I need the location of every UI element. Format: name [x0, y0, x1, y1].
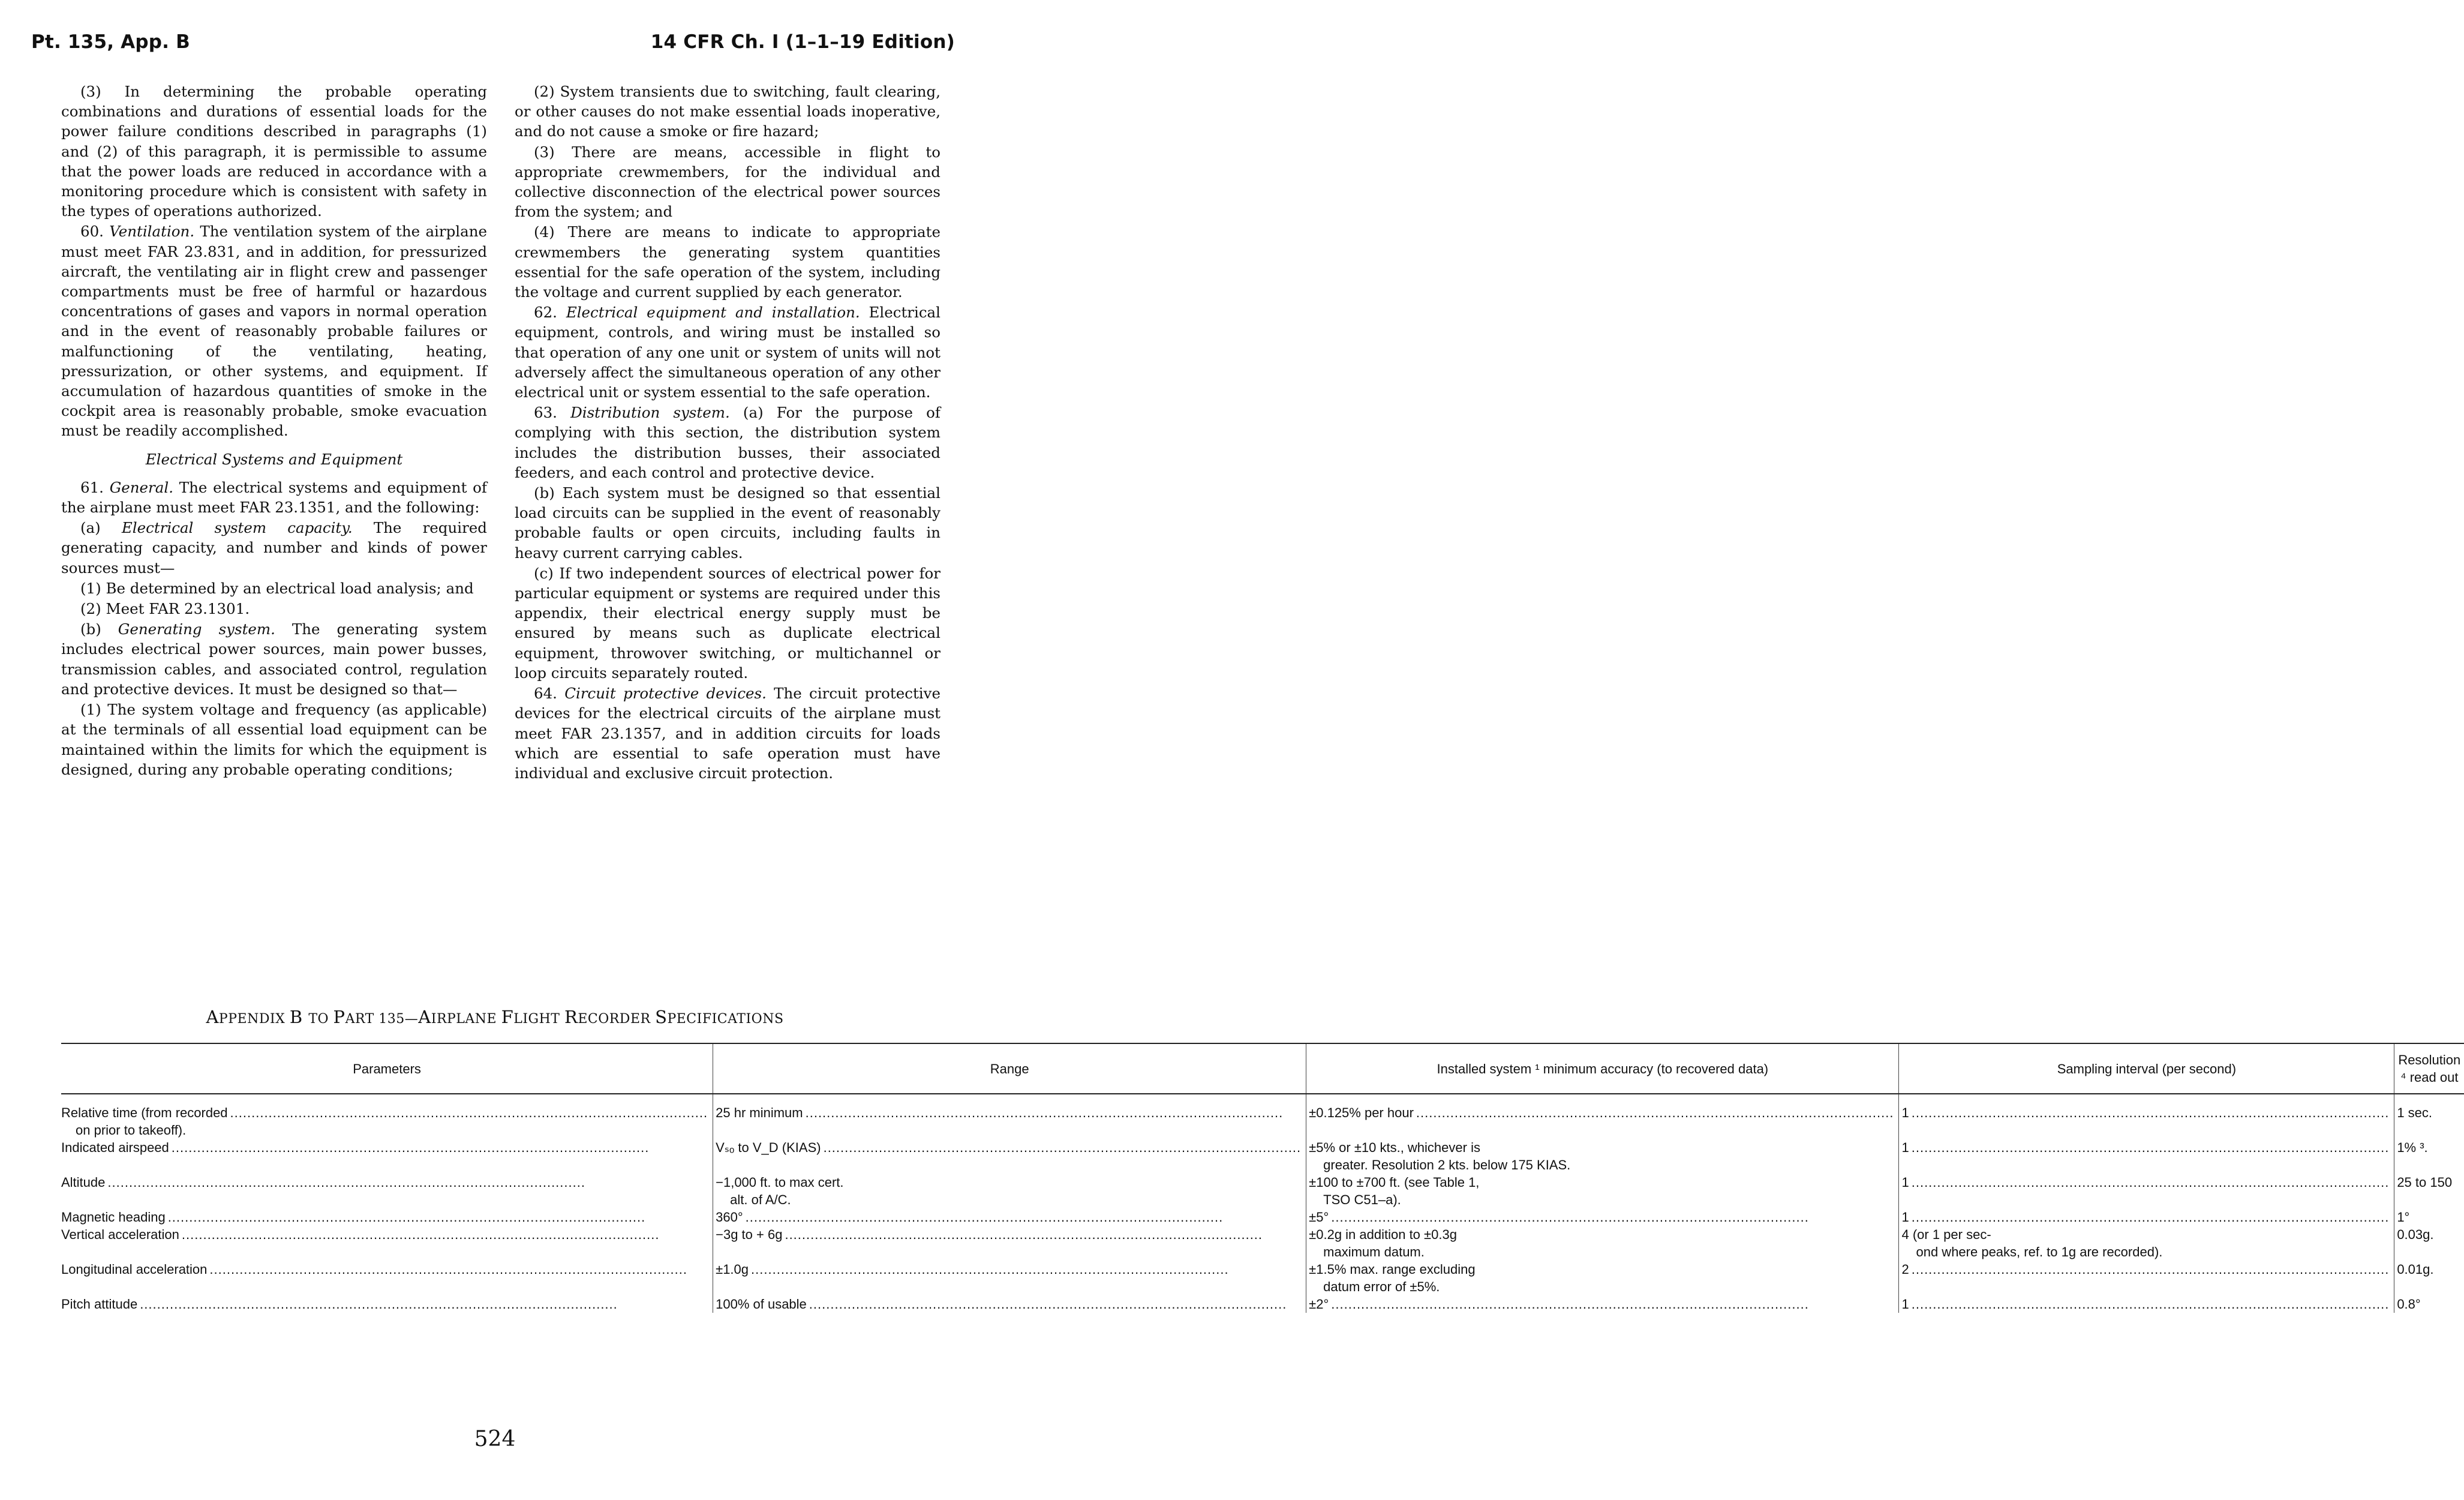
cell-accuracy-continuation: TSO C51–a).	[1323, 1192, 1401, 1207]
cell-parameter	[61, 1226, 713, 1261]
dot-leader	[1416, 1104, 1894, 1121]
section-heading: Distribution system.	[570, 404, 730, 422]
title-part: PECIFICATIONS	[667, 1012, 784, 1027]
cell-accuracy-text: ±5% or ±10 kts., whichever is	[1309, 1140, 1480, 1155]
cell-resolution-text: 25 to 150	[2397, 1175, 2453, 1190]
left-column	[61, 82, 487, 780]
table-row	[61, 1094, 2464, 1139]
cell-accuracy	[1306, 1094, 1899, 1139]
cell-resolution	[2394, 1174, 2464, 1208]
cell-resolution-text: 0.03g.	[2397, 1227, 2434, 1242]
cell-parameter-text: Vertical acceleration	[61, 1227, 179, 1242]
table-row	[61, 1295, 2464, 1313]
running-head-right: 14 CFR Ch. I (1–1–19 Edition)	[650, 31, 955, 53]
dot-leader	[140, 1295, 708, 1313]
cell-sampling-text: 1	[1901, 1105, 1909, 1120]
paragraph-b4: (4) There are means to indicate to appropriate crewmembers the generating system quantities essential for the safe operation of the system, including the voltage and current supplied by each generator.	[515, 223, 940, 301]
cell-resolution-text: 1 sec.	[2397, 1105, 2433, 1120]
title-part: B	[289, 1007, 309, 1027]
paragraph-a-capacity	[61, 518, 487, 578]
section-text: (a) For the purpose of complying with this section, the distribution system includes the distribution busses, their associated feeders, and each control and protective device.	[515, 404, 940, 481]
paragraph-63b: (b) Each system must be designed so that essential load circuits can be supplied in the event of reasonably probable faults or open circuits, including faults in heavy current carrying cables.	[515, 484, 940, 562]
section-63-distribution	[515, 403, 940, 482]
cell-range	[713, 1226, 1306, 1261]
section-heading: General.	[109, 478, 173, 496]
title-part: A	[206, 1007, 219, 1027]
cell-accuracy-text: ±100 to ±700 ft. (see Table 1,	[1309, 1175, 1480, 1190]
cell-accuracy	[1306, 1139, 1899, 1174]
cell-sampling	[1899, 1261, 2394, 1295]
cell-parameter	[61, 1139, 713, 1174]
cell-resolution	[2394, 1295, 2464, 1313]
paragraph-b1: (1) The system voltage and frequency (as applicable) at the terminals of all essential load equipment can be maintained within the limits for which the equipment is designed, during any probable operating conditions;	[61, 701, 487, 778]
dot-leader	[751, 1261, 1301, 1278]
paragraph-b-generating	[61, 619, 487, 699]
title-part: TO	[308, 1012, 333, 1027]
section-text: The electrical systems and equipment of the airplane must meet FAR 23.1351, and the following:	[61, 478, 487, 517]
cell-accuracy-continuation: greater. Resolution 2 kts. below 175 KIAS.	[1323, 1157, 1571, 1172]
cell-parameter-text: Pitch attitude	[61, 1297, 138, 1312]
dot-leader	[168, 1208, 708, 1226]
title-part: LIGHT	[513, 1012, 564, 1027]
section-61-general	[61, 478, 487, 517]
paragraph-heading: Electrical system capacity.	[121, 519, 353, 537]
cell-accuracy-text: ±0.2g in addition to ±0.3g	[1309, 1227, 1457, 1242]
cell-sampling-continuation: ond where peaks, ref. to 1g are recorded).	[1916, 1244, 2163, 1259]
title-part: A	[418, 1007, 431, 1027]
section-text: Electrical equipment, controls, and wiring must be installed so that operation of any one unit or system of units will not adversely affect the simultaneous operation of any other electrical unit or system essential to the safe operation.	[515, 304, 940, 401]
cell-sampling-text: 1	[1901, 1175, 1909, 1190]
cell-sampling	[1899, 1208, 2394, 1226]
paragraph-a2: (2) Meet FAR 23.1301.	[80, 600, 250, 618]
dot-leader	[1912, 1139, 2390, 1156]
cell-parameter-continuation: on prior to takeoff).	[76, 1123, 187, 1138]
cell-accuracy	[1306, 1208, 1899, 1226]
section-number: 61.	[80, 478, 104, 496]
paragraph-text: The generating system includes electrical power sources, main power busses, transmission cables, and associated control, regulation and protective devices. It must be designed so that—	[61, 620, 487, 698]
cell-accuracy-continuation: datum error of ±5%.	[1323, 1279, 1440, 1294]
cell-sampling-text: 1	[1901, 1210, 1909, 1225]
appendix-title	[0, 1007, 990, 1027]
column-header-resolution: Resolution ⁴ read out	[2394, 1043, 2464, 1094]
dot-leader	[1912, 1295, 2390, 1313]
cell-accuracy	[1306, 1174, 1899, 1208]
paragraph-heading: Generating system.	[118, 620, 275, 638]
section-number: 60.	[80, 223, 104, 241]
cell-accuracy-continuation: maximum datum.	[1323, 1244, 1425, 1259]
section-60-ventilation	[61, 221, 487, 440]
dot-leader	[746, 1208, 1302, 1226]
table-header-row	[61, 1043, 2464, 1094]
dot-leader	[809, 1295, 1301, 1313]
dot-leader	[1331, 1295, 1894, 1313]
dot-leader	[1331, 1208, 1894, 1226]
cell-range	[713, 1139, 1306, 1174]
cell-sampling	[1899, 1295, 2394, 1313]
cell-resolution-text: 1% ³.	[2397, 1140, 2428, 1155]
cell-accuracy-text: ±5°	[1309, 1210, 1329, 1225]
title-part: IRPLANE	[431, 1012, 501, 1027]
section-number: 64.	[534, 685, 557, 703]
dot-leader	[172, 1139, 708, 1156]
cell-accuracy-text: ±0.125% per hour	[1309, 1105, 1414, 1120]
section-number: 62.	[534, 304, 557, 322]
title-part: S	[655, 1007, 668, 1027]
table-row	[61, 1174, 2464, 1208]
title-part: F	[501, 1007, 514, 1027]
title-part: R	[564, 1007, 578, 1027]
cell-resolution	[2394, 1261, 2464, 1295]
cell-resolution-text: 1°	[2397, 1210, 2410, 1225]
paragraph-b2: (2) System transients due to switching, fault clearing, or other causes do not make essential loads inoperative, and do not cause a smoke or fire hazard;	[515, 83, 940, 140]
cell-accuracy-text: ±2°	[1309, 1297, 1329, 1312]
cell-parameter-text: Relative time (from recorded	[61, 1105, 228, 1120]
cell-accuracy	[1306, 1261, 1899, 1295]
cell-range-text: −3g to + 6g	[716, 1227, 783, 1242]
table-row	[61, 1208, 2464, 1226]
section-heading: Circuit protective devices.	[564, 685, 767, 703]
section-text: The circuit protective devices for the electrical circuits of the airplane must meet FAR 23.1357, and in addition circuits for loads which are essential to safe operation must have individual and exclusive circuit protection.	[515, 685, 940, 782]
page-number: 524	[474, 1427, 516, 1451]
cell-range-text: 360°	[716, 1210, 743, 1225]
cell-resolution-text: 0.8°	[2397, 1297, 2421, 1312]
cell-sampling	[1899, 1094, 2394, 1139]
cell-range	[713, 1208, 1306, 1226]
cell-parameter	[61, 1208, 713, 1226]
cell-parameter-text: Altitude	[61, 1175, 106, 1190]
cell-range-text: Vₛₒ to V_D (KIAS)	[716, 1140, 821, 1155]
paragraph-b3: (3) There are means, accessible in flight to appropriate crewmembers, for the individual and collective disconnection of the electrical power sources from the system; and	[515, 143, 940, 221]
cell-sampling	[1899, 1174, 2394, 1208]
cell-range	[713, 1094, 1306, 1139]
cell-accuracy	[1306, 1226, 1899, 1261]
cell-sampling-text: 1	[1901, 1297, 1909, 1312]
title-part: ECORDER	[578, 1012, 656, 1027]
dot-leader	[230, 1104, 708, 1121]
dot-leader	[182, 1226, 708, 1243]
paragraph-3-power-loads: (3) In determining the probable operating combinations and durations of essential loads for the power failure conditions described in paragraphs (1) and (2) of this paragraph, it is permissible to assume that the power loads are reduced in accordance with a monitoring procedure which is consistent with safety in the types of operations authorized.	[61, 83, 487, 220]
section-62-equipment	[515, 302, 940, 402]
dot-leader	[1912, 1261, 2390, 1278]
paragraph-text: The required generating capacity, and number and kinds of power sources must—	[61, 519, 487, 577]
column-header-parameters: Parameters	[61, 1043, 713, 1094]
cell-accuracy	[1306, 1295, 1899, 1313]
cell-resolution	[2394, 1226, 2464, 1261]
cell-range-text: ±1.0g	[716, 1262, 749, 1277]
cell-resolution	[2394, 1139, 2464, 1174]
section-number: 63.	[534, 404, 557, 422]
table-row	[61, 1139, 2464, 1174]
cell-sampling-text: 1	[1901, 1140, 1909, 1155]
cell-resolution-text: 0.01g.	[2397, 1262, 2434, 1277]
table-row	[61, 1261, 2464, 1295]
cell-range-text: 100% of usable	[716, 1297, 807, 1312]
cell-range	[713, 1174, 1306, 1208]
cell-parameter	[61, 1174, 713, 1208]
column-header-accuracy: Installed system ¹ minimum accuracy (to recovered data)	[1306, 1043, 1899, 1094]
running-head-left: Pt. 135, App. B	[31, 31, 190, 53]
cell-parameter-text: Longitudinal acceleration	[61, 1262, 208, 1277]
cell-parameter	[61, 1261, 713, 1295]
section-heading: Electrical equipment and installation.	[566, 304, 860, 322]
cell-parameter	[61, 1295, 713, 1313]
paragraph-a1: (1) Be determined by an electrical load analysis; and	[80, 579, 474, 597]
paragraph-number: (b)	[80, 620, 101, 638]
dot-leader	[209, 1261, 708, 1278]
cell-sampling-text: 2	[1901, 1262, 1909, 1277]
right-column	[515, 82, 940, 784]
column-header-sampling: Sampling interval (per second)	[1899, 1043, 2394, 1094]
subpart-heading: Electrical Systems and Equipment	[145, 450, 403, 468]
dot-leader	[1912, 1208, 2390, 1226]
dot-leader	[1912, 1174, 2390, 1191]
section-text: The ventilation system of the airplane must meet FAR 23.831, and in addition, for pressurized aircraft, the ventilating air in flight crew and passenger compartments must be free of harmful or hazardous concentrations of gases and vapors in normal operation and in the event of reasonably probable failures or malfunctioning of the ventilating, heating, pressurization, or other systems, and equipment. If accumulation of hazardous quantities of smoke in the cockpit area is reasonably probable, smoke evacuation must be readily accomplished.	[61, 223, 487, 440]
paragraph-63c: (c) If two independent sources of electrical power for particular equipment or systems are required under this appendix, their electrical energy supply must be ensured by means such as duplicate electrical equipment, throwover switching, or multichannel or loop circuits separately routed.	[515, 564, 940, 682]
cell-sampling	[1899, 1226, 2394, 1261]
cell-sampling	[1899, 1139, 2394, 1174]
table-row	[61, 1226, 2464, 1261]
title-part: PPENDIX	[218, 1012, 290, 1027]
column-header-range: Range	[713, 1043, 1306, 1094]
section-64-protective-devices	[515, 683, 940, 783]
cell-parameter-text: Indicated airspeed	[61, 1140, 169, 1155]
cell-accuracy-text: ±1.5% max. range excluding	[1309, 1262, 1476, 1277]
paragraph-number: (a)	[80, 519, 101, 537]
cell-parameter	[61, 1094, 713, 1139]
cell-range-text: −1,000 ft. to max cert.	[716, 1175, 844, 1190]
dot-leader	[824, 1139, 1302, 1156]
cell-sampling-text: 4 (or 1 per sec-	[1901, 1227, 1991, 1242]
cell-resolution	[2394, 1208, 2464, 1226]
cell-range	[713, 1261, 1306, 1295]
flight-recorder-specifications-table	[61, 1043, 2464, 1313]
dot-leader	[806, 1104, 1302, 1121]
dot-leader	[107, 1174, 708, 1191]
dot-leader	[785, 1226, 1301, 1243]
cell-range	[713, 1295, 1306, 1313]
dot-leader	[1912, 1104, 2390, 1121]
title-part: ART 135—	[345, 1012, 419, 1027]
cell-resolution	[2394, 1094, 2464, 1139]
cell-range-continuation: alt. of A/C.	[730, 1192, 791, 1207]
section-heading: Ventilation.	[109, 223, 195, 241]
cell-range-text: 25 hr minimum	[716, 1105, 803, 1120]
cell-parameter-text: Magnetic heading	[61, 1210, 166, 1225]
title-part: P	[333, 1007, 345, 1027]
